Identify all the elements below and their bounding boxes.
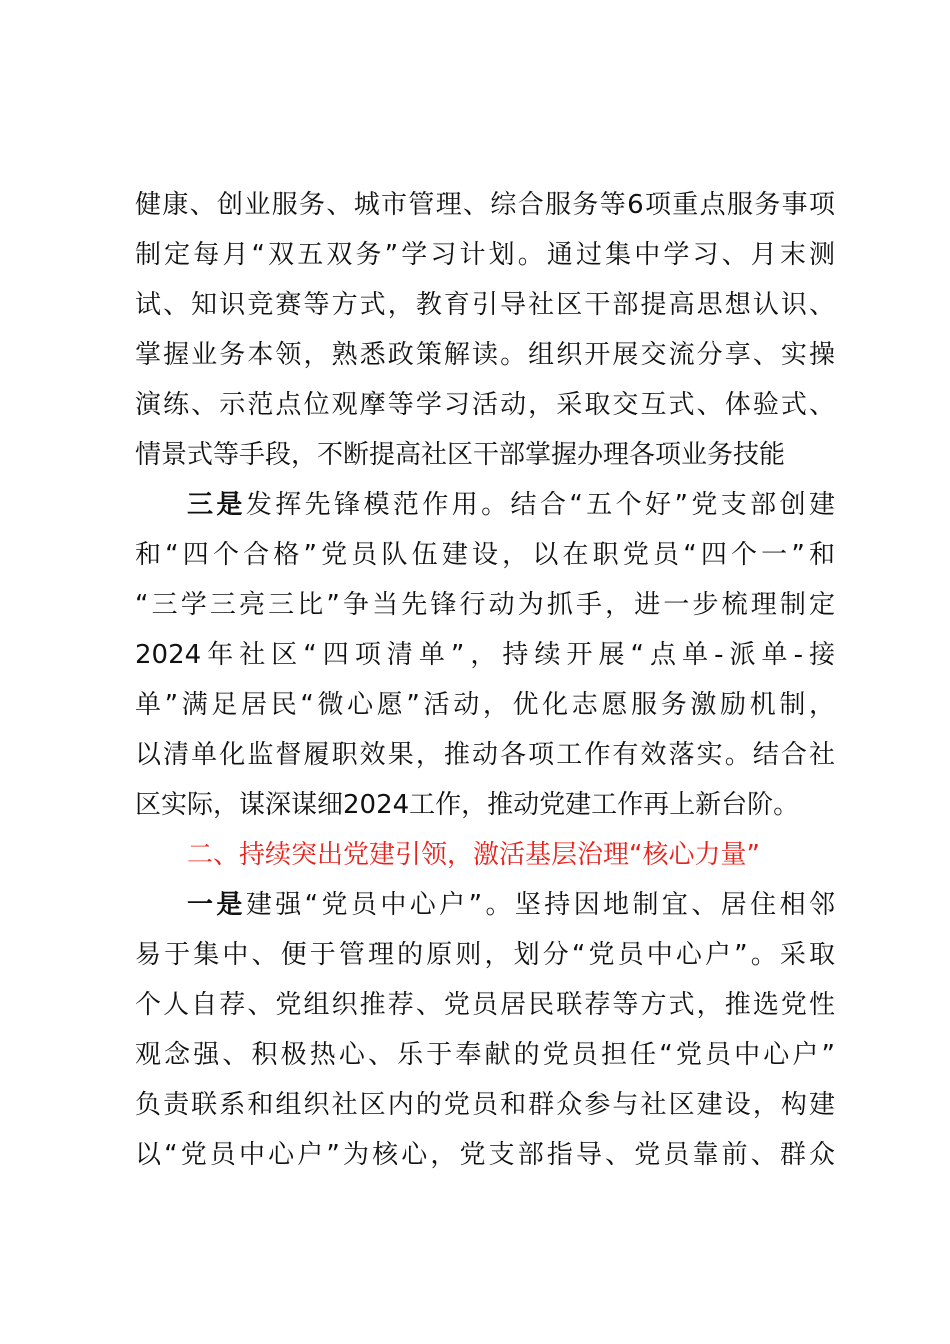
text-line: 2024年社区“四项清单”，持续开展“点单-派单-接 xyxy=(135,640,835,670)
paragraph-first-line-text: 建强“党员中心户”。坚持因地制宜、居住相邻 xyxy=(245,890,835,920)
text-line: 制定每月“双五双务”学习计划。通过集中学习、月末测 xyxy=(135,240,835,270)
text-line: 负责联系和组织社区内的党员和群众参与社区建设，构建 xyxy=(135,1090,835,1120)
text-line: 情景式等手段，不断提高社区干部掌握办理各项业务技能 xyxy=(135,440,786,470)
paragraph-3 xyxy=(135,880,835,1180)
text-line: 观念强、积极热心、乐于奉献的党员担任“党员中心户” xyxy=(135,1040,835,1070)
paragraph-lead: 一是 xyxy=(187,890,246,920)
text-line: 试、知识竞赛等方式，教育引导社区干部提高思想认识、 xyxy=(135,290,835,320)
text-line: 以“党员中心户”为核心，党支部指导、党员靠前、群众 xyxy=(135,1140,835,1170)
text-line: 个人自荐、党组织推荐、党员居民联荐等方式，推选党性 xyxy=(135,990,835,1020)
section-heading: 二、持续突出党建引领，激活基层治理“核心力量” xyxy=(187,840,760,870)
document-body xyxy=(135,180,835,1180)
paragraph-2 xyxy=(135,480,835,830)
paragraph-1 xyxy=(135,180,835,480)
text-line-first xyxy=(135,880,835,930)
text-line: 演练、示范点位观摩等学习活动，采取交互式、体验式、 xyxy=(135,390,835,420)
text-line: 区实际，谋深谋细2024工作，推动党建工作再上新台阶。 xyxy=(135,790,800,820)
text-line: 单”满足居民“微心愿”活动，优化志愿服务激励机制， xyxy=(135,690,835,720)
paragraph-first-line-text: 发挥先锋模范作用。结合“五个好”党支部创建 xyxy=(245,490,835,520)
text-line: “三学三亮三比”争当先锋行动为抓手，进一步梳理制定 xyxy=(135,590,835,620)
text-line: 易于集中、便于管理的原则，划分“党员中心户”。采取 xyxy=(135,940,835,970)
text-line-first xyxy=(135,480,835,530)
text-line: 以清单化监督履职效果，推动各项工作有效落实。结合社 xyxy=(135,740,835,770)
text-line: 掌握业务本领，熟悉政策解读。组织开展交流分享、实操 xyxy=(135,340,835,370)
text-line: 和“四个合格”党员队伍建设，以在职党员“四个一”和 xyxy=(135,540,835,570)
text-line: 健康、创业服务、城市管理、综合服务等6项重点服务事项 xyxy=(135,190,835,220)
paragraph-lead: 三是 xyxy=(187,490,246,520)
